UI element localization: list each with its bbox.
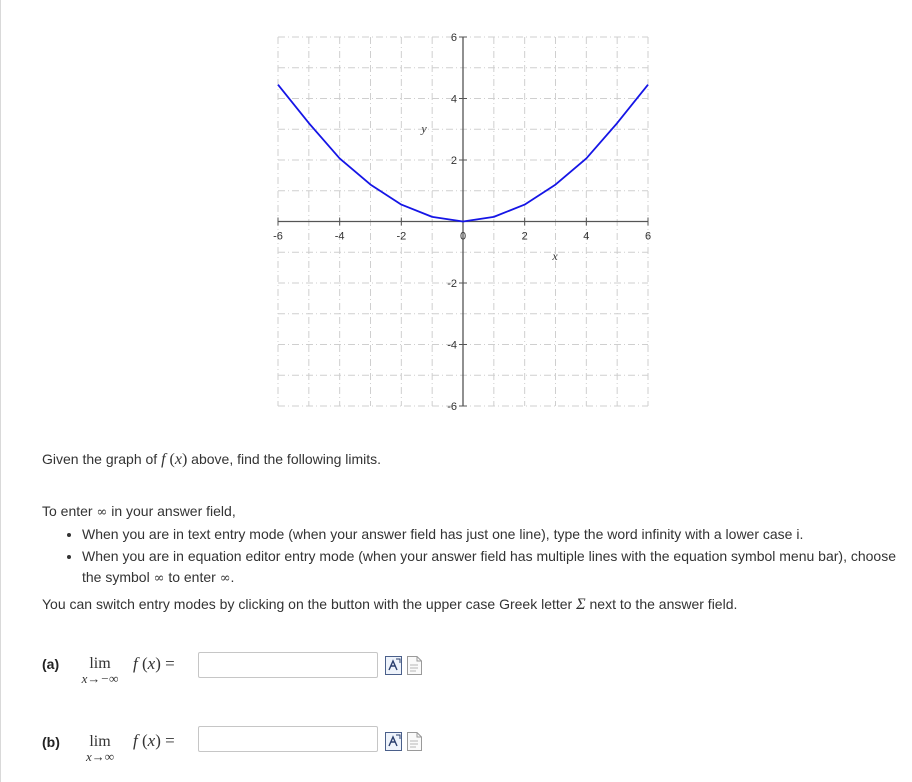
x-tick-label: 2 (521, 230, 528, 243)
intro-before: Given the graph of (42, 451, 162, 467)
x-tick-label: 4 (583, 230, 590, 243)
infinity-symbol: ∞ (219, 571, 231, 586)
y-tick-label: 2 (450, 155, 457, 167)
preview-document-icon[interactable] (406, 656, 423, 675)
lim-subscript: x→−∞ (81, 671, 119, 686)
x-tick-label: -2 (396, 230, 407, 243)
list-item (82, 524, 902, 545)
equals-sign: = (165, 654, 175, 673)
function-graph (262, 28, 662, 418)
left-border (0, 0, 1, 782)
y-tick-label: 6 (450, 32, 457, 44)
switch-after: next to the answer field. (585, 596, 738, 612)
equals-sign: = (165, 731, 175, 750)
y-tick-label: -4 (447, 339, 457, 352)
function-var: x (174, 451, 182, 468)
func-var: x (147, 731, 156, 750)
axis-labels (273, 32, 651, 413)
func-name: f (133, 731, 138, 750)
x-tick-label: -4 (334, 230, 345, 243)
instructions-list (62, 524, 902, 590)
y-tick-label: 4 (450, 93, 457, 106)
y-tick-label: -2 (447, 278, 457, 290)
bullet-text-2a: When you are in equation editor entry mode (when your answer field has multiple lines with the equation symbol menu bar), choose the symbol (82, 548, 896, 585)
sigma-symbol: Σ (576, 596, 586, 613)
func-name: f (133, 654, 138, 673)
x-axis-label: x (552, 248, 558, 263)
expression-b: f (x) = (133, 731, 175, 750)
equation-editor-icon[interactable] (385, 656, 402, 675)
x-tick-label: -6 (273, 230, 283, 243)
lim-subscript: x→∞ (85, 749, 115, 764)
heading-before: To enter (42, 503, 97, 519)
preview-document-icon[interactable] (406, 732, 423, 751)
equation-editor-icon[interactable] (385, 732, 402, 751)
infinity-symbol: ∞ (153, 571, 165, 586)
lim-word: lim (89, 733, 111, 750)
part-b-label: (b) (42, 734, 60, 750)
x-tick-label: 0 (459, 230, 467, 243)
x-tick-label: 6 (644, 230, 652, 243)
switch-modes-text (42, 596, 737, 614)
infinity-symbol: ∞ (96, 505, 108, 520)
bullet-text-2b: to enter (164, 569, 220, 585)
answer-input-a[interactable] (198, 652, 378, 678)
bullet-text-1: When you are in text entry mode (when your answer field has just one line), type the word infinity with a lower case i. (82, 526, 804, 542)
intro-sentence: Given the graph of f (x) above, find the following limits. (42, 451, 382, 468)
lim-word: lim (89, 655, 111, 672)
limit-a (72, 656, 128, 685)
intro-after: above, find the following limits. (187, 451, 382, 467)
function-f: f (161, 451, 166, 468)
expression-a: f (x) = (133, 654, 175, 673)
bullet-text-2c: . (230, 569, 235, 585)
part-a-label: (a) (42, 656, 60, 672)
switch-before: You can switch entry modes by clicking on the button with the upper case Greek letter (42, 596, 577, 612)
list-item (82, 546, 902, 589)
limit-b (72, 734, 128, 763)
func-var: x (147, 654, 156, 673)
instructions-heading (42, 503, 236, 520)
answer-input-b[interactable] (198, 726, 378, 752)
y-axis-label: y (421, 121, 427, 136)
heading-after: in your answer field, (107, 503, 236, 519)
y-tick-label: -6 (447, 401, 457, 413)
